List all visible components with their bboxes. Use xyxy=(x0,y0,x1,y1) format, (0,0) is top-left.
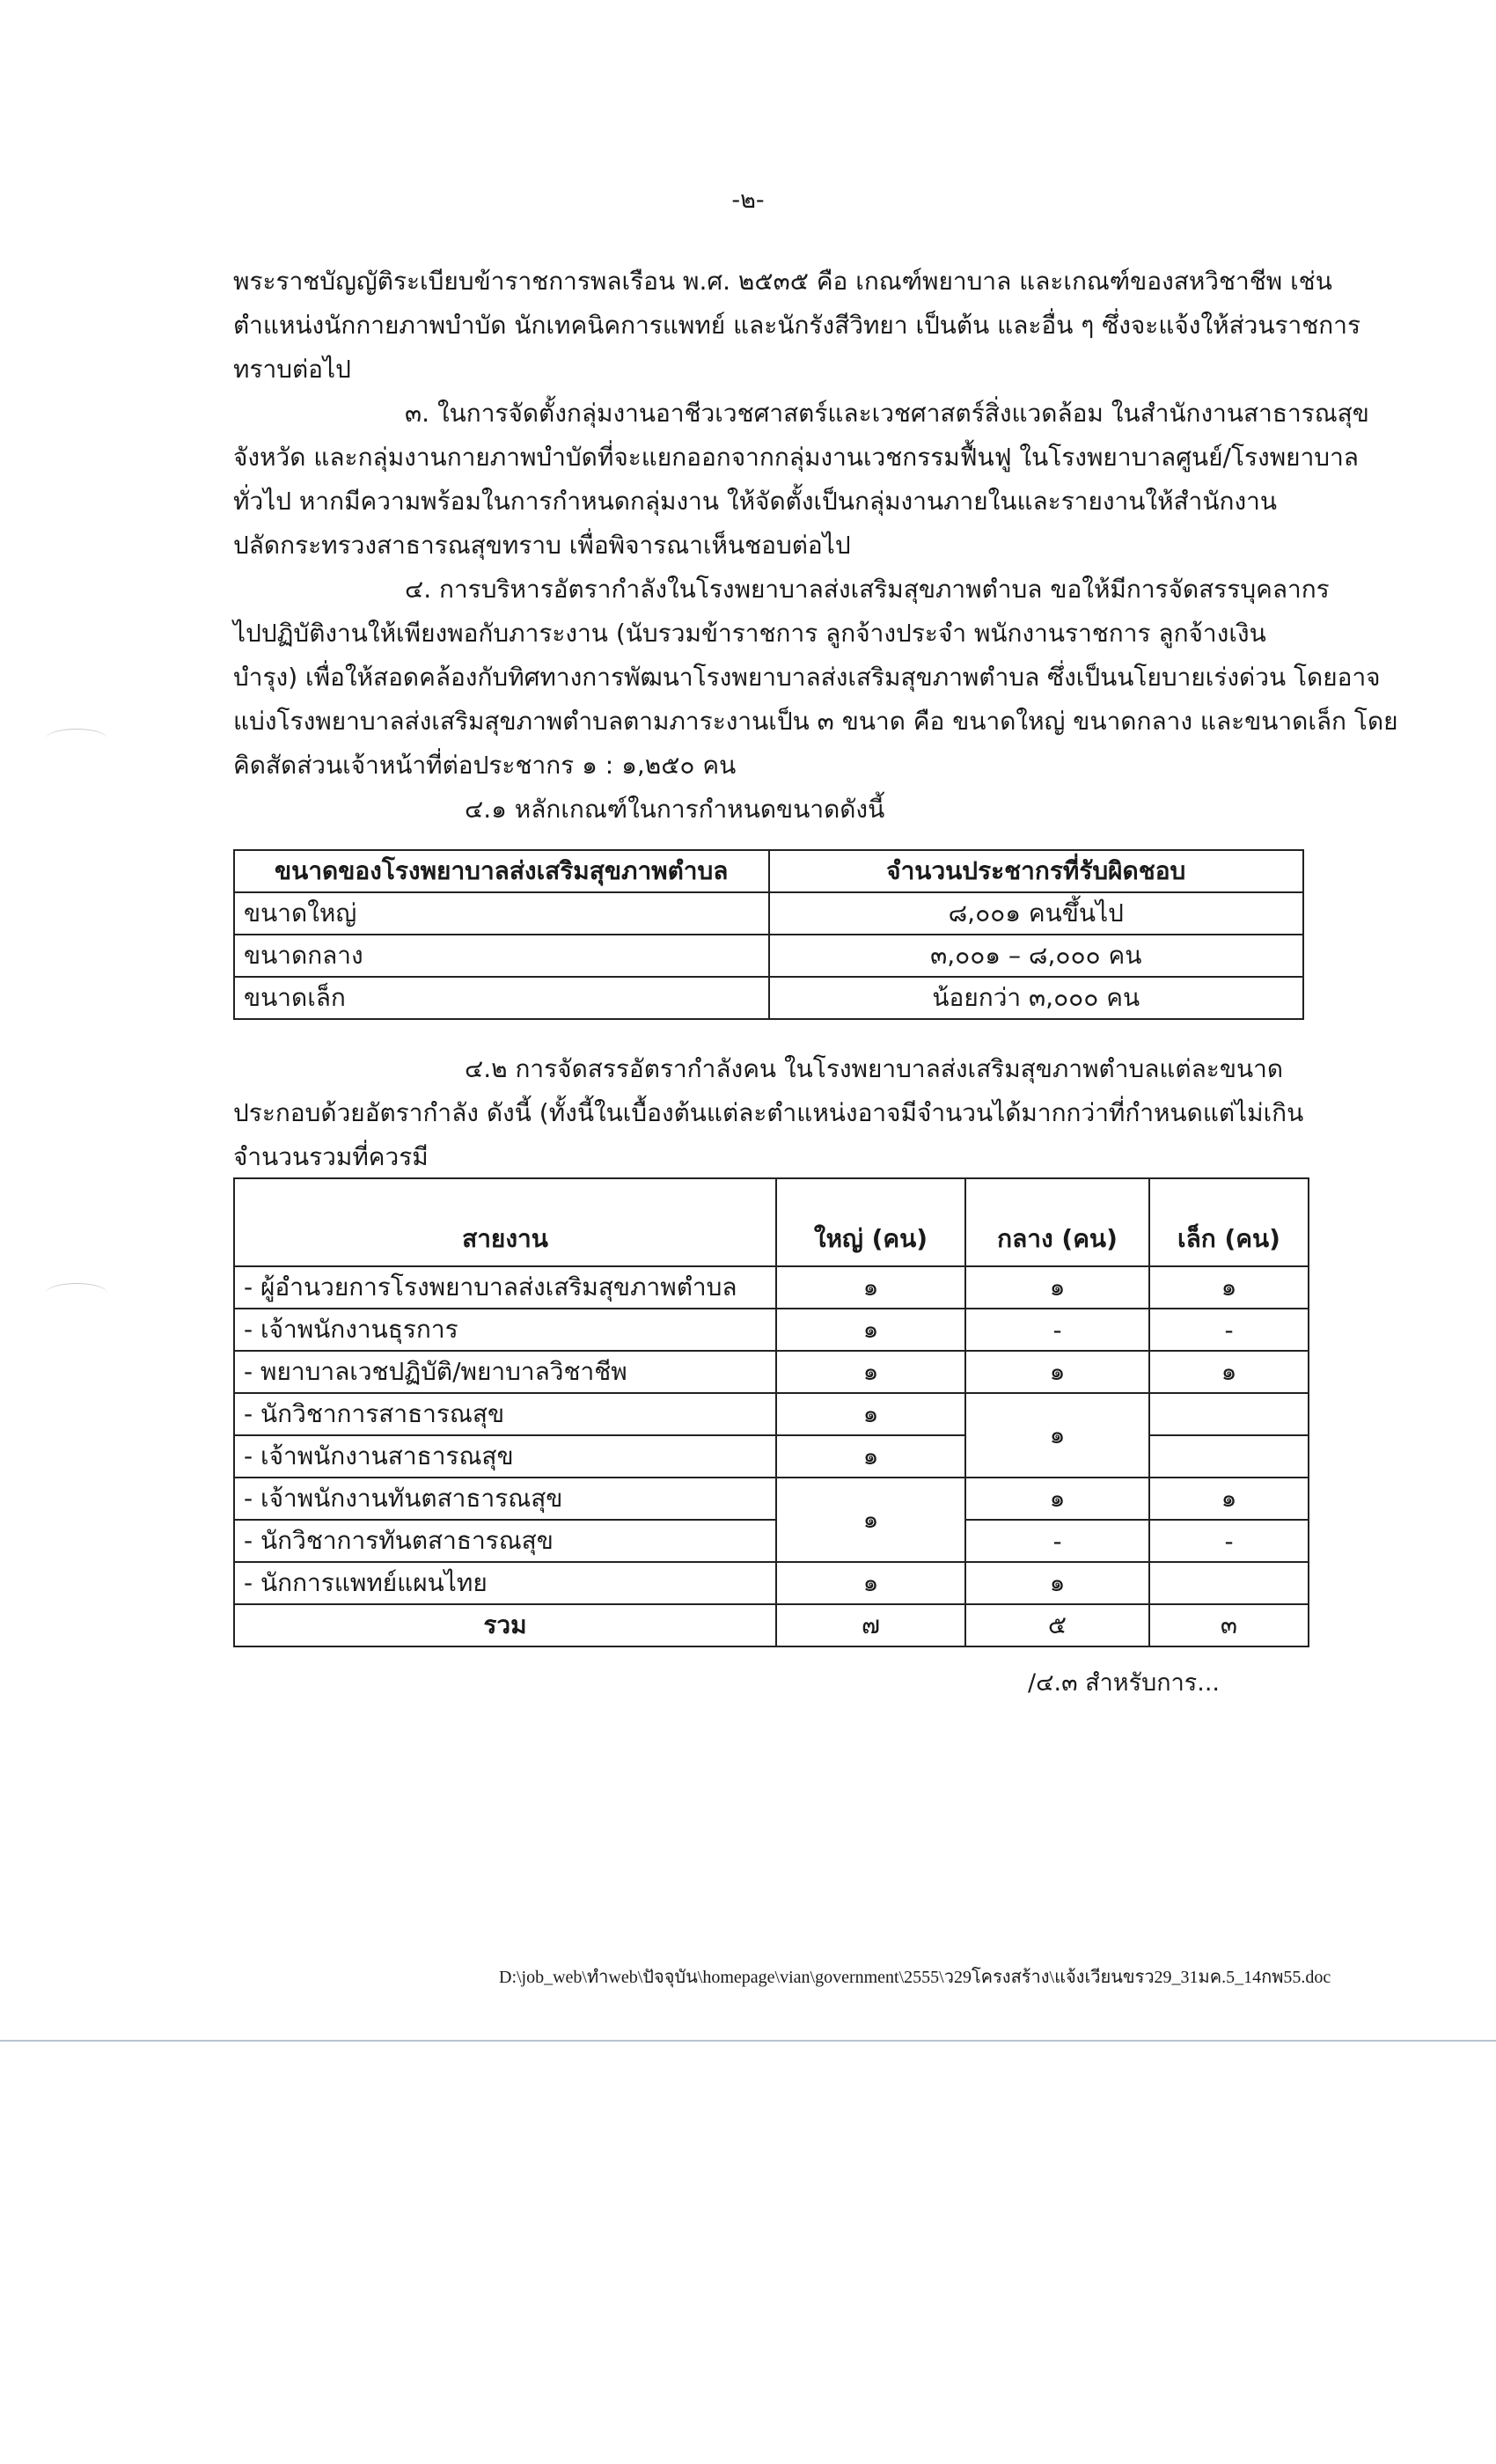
file-path-footer: D:\job_web\ทำweb\ปัจจุบัน\homepage\vian\government\2555\ว29โครงสร้าง\แจ้งเวียนขรว29_31มค.5_14กพ55.doc xyxy=(499,1968,1331,1987)
table-cell: - เจ้าพนักงานธุรการ xyxy=(234,1309,776,1351)
table-cell: - นักวิชาการทันตสาธารณสุข xyxy=(234,1520,776,1562)
table-row xyxy=(234,1562,1309,1604)
text-line: จังหวัด และกลุ่มงานกายภาพบำบัดที่จะแยกออกจากกลุ่มงานเวชกรรมฟื้นฟู ในโรงพยาบาลศูนย์/โรงพยาบาล xyxy=(233,443,1359,472)
table-header: จำนวนประชากรที่รับผิดชอบ xyxy=(769,850,1304,892)
text-line: ไปปฏิบัติงานให้เพียงพอกับภาระงาน (นับรวมข้าราชการ ลูกจ้างประจำ พนักงานราชการ ลูกจ้างเงิน xyxy=(233,619,1266,648)
table-cell: ๑ xyxy=(1149,1478,1309,1520)
table-cell: - xyxy=(965,1520,1149,1562)
text-line: ๔.๑ หลักเกณฑ์ในการกำหนดขนาดดังนี้ xyxy=(465,795,885,824)
table-header: เล็ก (คน) xyxy=(1149,1178,1309,1266)
table-row xyxy=(234,1351,1309,1393)
table-cell: ๑ xyxy=(776,1478,965,1562)
table-cell: ๑ xyxy=(965,1562,1149,1604)
page-bottom-edge xyxy=(0,2040,1496,2042)
table-row xyxy=(234,1478,1309,1520)
table-header: ใหญ่ (คน) xyxy=(776,1178,965,1266)
total-cell: ๓ xyxy=(1149,1604,1309,1646)
subheading-4-1 xyxy=(233,788,1294,832)
text-line: ๔. การบริหารอัตรากำลังในโรงพยาบาลส่งเสริมสุขภาพตำบล ขอให้มีการจัดสรรบุคลากร xyxy=(405,575,1330,604)
text-line: คิดสัดส่วนเจ้าหน้าที่ต่อประชากร ๑ : ๑,๒๕๐ คน xyxy=(233,751,737,780)
paragraph-item-4-2 xyxy=(233,1047,1304,1179)
table-cell: ๑ xyxy=(965,1393,1149,1478)
text-line: จำนวนรวมที่ควรมี xyxy=(233,1142,429,1171)
table-cell: - xyxy=(965,1309,1149,1351)
text-line: ปลัดกระทรวงสาธารณสุขทราบ เพื่อพิจารณาเห็นชอบต่อไป xyxy=(233,531,851,560)
margin-mark xyxy=(46,1283,107,1303)
continuation-note: /๔.๓ สำหรับการ... xyxy=(1028,1669,1220,1697)
table-cell xyxy=(1149,1435,1309,1478)
total-cell: ๗ xyxy=(776,1604,965,1646)
table-row xyxy=(234,935,1303,977)
text-line: ประกอบด้วยอัตรากำลัง ดังนี้ (ทั้งนี้ในเบื้องต้นแต่ละตำแหน่งอาจมีจำนวนได้มากกว่าที่กำหนดแต่ไม่เกิน xyxy=(233,1098,1304,1127)
table-cell: - เจ้าพนักงานทันตสาธารณสุข xyxy=(234,1478,776,1520)
table-cell: - นักการแพทย์แผนไทย xyxy=(234,1562,776,1604)
table-cell: - เจ้าพนักงานสาธารณสุข xyxy=(234,1435,776,1478)
table-cell: ๑ xyxy=(965,1478,1149,1520)
table-cell: - xyxy=(1149,1520,1309,1562)
table-cell: ๑ xyxy=(776,1393,965,1435)
table-cell: ๑ xyxy=(776,1435,965,1478)
text-line: บำรุง) เพื่อให้สอดคล้องกับทิศทางการพัฒนาโรงพยาบาลส่งเสริมสุขภาพตำบล ซึ่งเป็นนโยบายเร่งด่วน โดยอาจ xyxy=(233,663,1381,692)
table-cell: ๓,๐๐๑ – ๘,๐๐๐ คน xyxy=(769,935,1304,977)
table-cell: - ผู้อำนวยการโรงพยาบาลส่งเสริมสุขภาพตำบล xyxy=(234,1266,776,1309)
text-line: ตำแหน่งนักกายภาพบำบัด นักเทคนิคการแพทย์ และนักรังสีวิทยา เป็นต้น และอื่น ๆ ซึ่งจะแจ้งให้ส่วนราชการ xyxy=(233,311,1360,340)
table-header-row xyxy=(234,850,1303,892)
table-cell: ๘,๐๐๑ คนขึ้นไป xyxy=(769,892,1304,935)
staffing-table xyxy=(233,1177,1309,1647)
table-row xyxy=(234,977,1303,1019)
hospital-size-table xyxy=(233,849,1304,1020)
table-cell: ๑ xyxy=(965,1266,1149,1309)
paragraph-item-3 xyxy=(233,392,1369,568)
table-total-row xyxy=(234,1604,1309,1646)
table-cell xyxy=(1149,1393,1309,1435)
table-cell: น้อยกว่า ๓,๐๐๐ คน xyxy=(769,977,1304,1019)
table-cell: ๑ xyxy=(1149,1351,1309,1393)
table-cell: ๑ xyxy=(776,1562,965,1604)
table-header: กลาง (คน) xyxy=(965,1178,1149,1266)
text-line: พระราชบัญญัติระเบียบข้าราชการพลเรือน พ.ศ. ๒๕๓๕ คือ เกณฑ์พยาบาล และเกณฑ์ของสหวิชาชีพ เช่น xyxy=(233,267,1332,296)
text-line: ๔.๒ การจัดสรรอัตรากำลังคน ในโรงพยาบาลส่งเสริมสุขภาพตำบลแต่ละขนาด xyxy=(465,1054,1284,1083)
paragraph-continuation xyxy=(233,260,1360,392)
table-row xyxy=(234,1309,1309,1351)
table-header: สายงาน xyxy=(234,1178,776,1266)
text-line: ทราบต่อไป xyxy=(233,355,351,384)
page-number: -๒- xyxy=(731,187,765,214)
table-cell: ๑ xyxy=(776,1351,965,1393)
table-cell: ขนาดกลาง xyxy=(234,935,769,977)
table-cell: - นักวิชาการสาธารณสุข xyxy=(234,1393,776,1435)
table-cell: ๑ xyxy=(776,1309,965,1351)
table-row xyxy=(234,1520,1309,1562)
table-header: ขนาดของโรงพยาบาลส่งเสริมสุขภาพตำบล xyxy=(234,850,769,892)
table-cell xyxy=(1149,1562,1309,1604)
table-cell: ๑ xyxy=(1149,1266,1309,1309)
margin-mark xyxy=(46,729,107,749)
total-cell: ๕ xyxy=(965,1604,1149,1646)
total-label: รวม xyxy=(234,1604,776,1646)
table-row xyxy=(234,892,1303,935)
table-row xyxy=(234,1266,1309,1309)
text-line: ๓. ในการจัดตั้งกลุ่มงานอาชีวเวชศาสตร์และเวชศาสตร์สิ่งแวดล้อม ในสำนักงานสาธารณสุข xyxy=(405,399,1369,428)
table-cell: ๑ xyxy=(776,1266,965,1309)
text-line: ทั่วไป หากมีความพร้อมในการกำหนดกลุ่มงาน ให้จัดตั้งเป็นกลุ่มงานภายในและรายงานให้สำนักงาน xyxy=(233,487,1277,516)
paragraph-item-4 xyxy=(233,568,1398,788)
table-cell: - พยาบาลเวชปฏิบัติ/พยาบาลวิชาชีพ xyxy=(234,1351,776,1393)
table-row xyxy=(234,1393,1309,1435)
table-cell: ๑ xyxy=(965,1351,1149,1393)
text-line: แบ่งโรงพยาบาลส่งเสริมสุขภาพตำบลตามภาระงานเป็น ๓ ขนาด คือ ขนาดใหญ่ ขนาดกลาง และขนาดเล็ก โดย xyxy=(233,707,1398,736)
table-cell: ขนาดใหญ่ xyxy=(234,892,769,935)
table-cell: - xyxy=(1149,1309,1309,1351)
table-cell: ขนาดเล็ก xyxy=(234,977,769,1019)
table-header-row xyxy=(234,1178,1309,1266)
